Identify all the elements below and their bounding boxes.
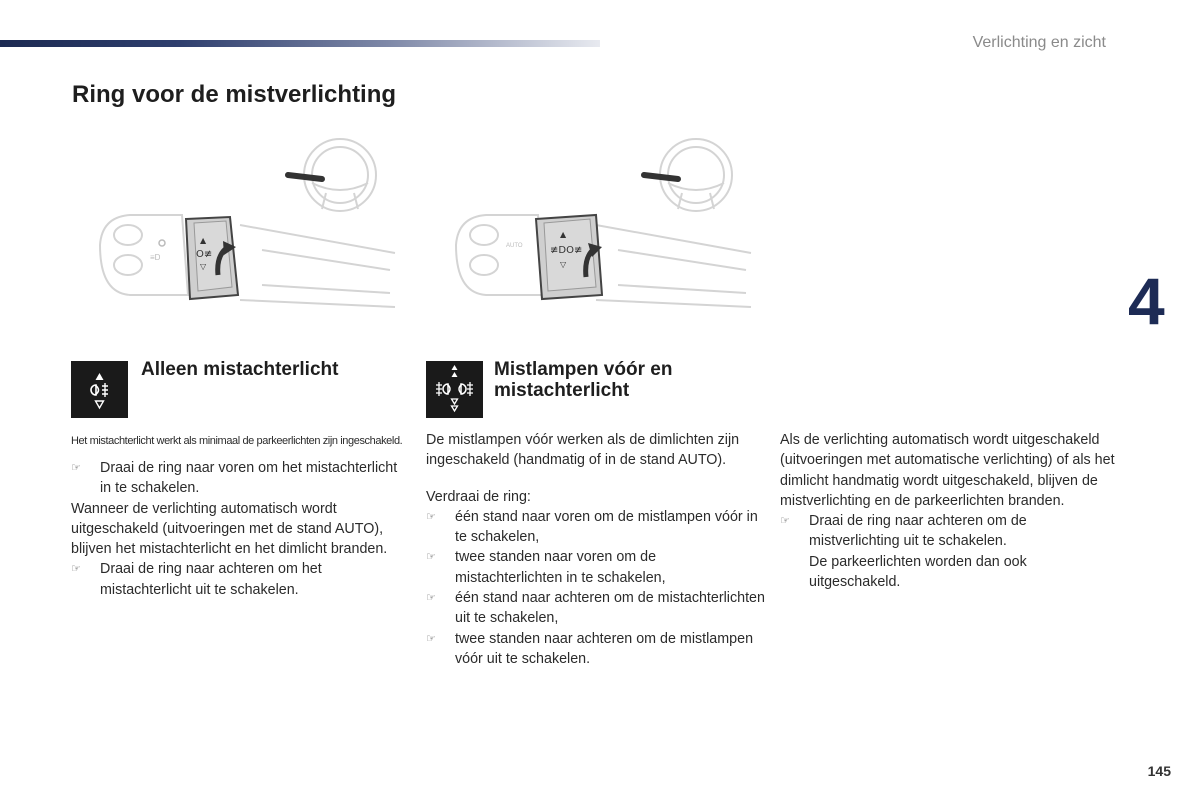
- subheading-rear-fog: Alleen mistachterlicht: [141, 359, 339, 380]
- chapter-number: 4: [1128, 264, 1165, 338]
- column-rear-fog: [71, 458, 401, 600]
- list-item: ☞ Draai de ring naar achteren om het mistachterlicht uit te schakelen.: [71, 561, 322, 598]
- list-item: ☞ twee standen naar achteren om de mistlampen vóór uit te schakelen.: [426, 630, 754, 667]
- auto-label: AUTO: [506, 243, 523, 249]
- svg-text:▽: ▽: [200, 262, 207, 271]
- svg-text:▽: ▽: [560, 260, 567, 269]
- paragraph-auto-off: Als de verlichting automatisch wordt uitgeschakeld (uitvoeringen met automatische verlichting) of als het dimlicht handmatig wordt uitgeschakeld, blijven de mistverlichting en de parkeerlichten branden.: [780, 432, 1115, 509]
- rear-fog-note: Het mistachterlicht werkt als minimaal de parkeerlichten zijn ingeschakeld.: [71, 435, 403, 447]
- stalk-drawing: [90, 135, 400, 315]
- pointer-icon: ☞: [780, 515, 790, 528]
- list-item: ☞ Draai de ring naar voren om het mistachterlicht in te schakelen.: [71, 460, 398, 497]
- list-item: ☞ Draai de ring naar achteren om de mistverlichting uit te schakelen.: [780, 513, 1027, 550]
- pointer-icon: ☞: [71, 462, 81, 474]
- paragraph-lead: Verdraai de ring:: [426, 488, 531, 505]
- header-gradient-bar: [0, 40, 600, 47]
- svg-text:O≢: O≢: [196, 249, 213, 260]
- stalk-illustration-rear-fog: [90, 135, 400, 315]
- pointer-icon: ☞: [71, 563, 81, 576]
- page-number: 145: [1147, 763, 1171, 779]
- column-auto-off: [780, 430, 1120, 592]
- svg-text:≡D: ≡D: [150, 253, 161, 262]
- pointer-icon: ☞: [426, 510, 436, 523]
- stalk-illustration-front-rear-fog: [446, 135, 756, 315]
- list-item-continuation: De parkeerlichten worden dan ook uitgeschakeld.: [809, 553, 1027, 591]
- rear-fog-light-icon: [71, 361, 128, 418]
- list-item: ☞ één stand naar achteren om de mistachterlichten uit te schakelen,: [426, 590, 765, 627]
- list-item: ☞ twee standen naar voren om de mistachterlichten in te schakelen,: [426, 549, 666, 586]
- page-title: Ring voor de mistverlichting: [72, 81, 397, 108]
- paragraph-auto-off: Wanneer de verlichting automatisch wordt uitgeschakeld (uitvoeringen met de stand AUTO), blijven het mistachterlicht en het dimlicht branden.: [71, 500, 388, 558]
- pointer-icon: ☞: [426, 632, 436, 645]
- pointer-icon: ☞: [426, 551, 436, 564]
- column-front-rear-fog: [426, 430, 766, 669]
- paragraph-intro: De mistlampen vóór werken als de dimlichten zijn ingeschakeld (handmatig of in de stand AUTO).: [426, 432, 740, 469]
- stalk-drawing: [446, 135, 756, 315]
- svg-text:≢DO≢: ≢DO≢: [550, 245, 583, 256]
- svg-text:▲: ▲: [560, 230, 567, 239]
- svg-text:▲: ▲: [200, 236, 207, 245]
- pointer-icon: ☞: [426, 592, 436, 605]
- list-item: ☞ één stand naar voren om de mistlampen vóór in te schakelen,: [426, 508, 758, 546]
- section-header: Verlichting en zicht: [972, 34, 1106, 51]
- front-and-rear-fog-light-icon: [426, 361, 483, 418]
- subheading-front-rear-fog: Mistlampen vóór en mistachterlicht: [494, 359, 673, 401]
